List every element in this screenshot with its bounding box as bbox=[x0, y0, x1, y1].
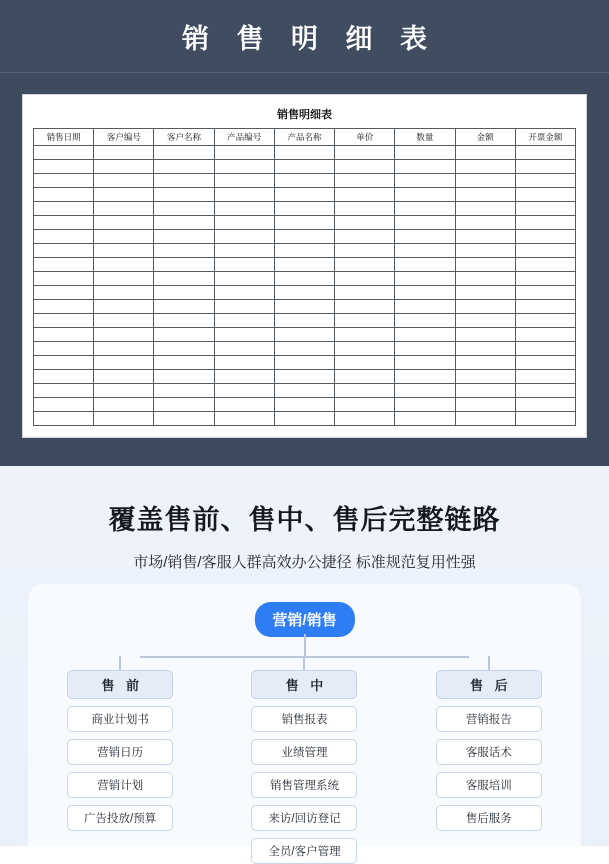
table-cell bbox=[34, 230, 94, 244]
table-cell bbox=[154, 188, 214, 202]
table-cell bbox=[94, 272, 154, 286]
table-cell bbox=[214, 174, 274, 188]
table-cell bbox=[214, 314, 274, 328]
table-cell bbox=[274, 412, 334, 426]
diagram-node: 广告投放/预算 bbox=[67, 805, 173, 831]
diagram-node: 客服培训 bbox=[436, 772, 542, 798]
spreadsheet-preview bbox=[22, 94, 587, 438]
table-cell bbox=[34, 342, 94, 356]
table-cell bbox=[455, 272, 515, 286]
table-cell bbox=[154, 174, 214, 188]
table-cell bbox=[335, 188, 395, 202]
table-cell bbox=[395, 160, 455, 174]
table-row bbox=[34, 370, 576, 384]
table-cell bbox=[455, 188, 515, 202]
table-cell bbox=[214, 342, 274, 356]
table-cell bbox=[34, 412, 94, 426]
diagram-node: 商业计划书 bbox=[67, 706, 173, 732]
table-cell bbox=[154, 300, 214, 314]
table-cell bbox=[455, 160, 515, 174]
table-row bbox=[34, 258, 576, 272]
table-cell bbox=[34, 174, 94, 188]
table-cell bbox=[274, 202, 334, 216]
table-row bbox=[34, 356, 576, 370]
table-cell bbox=[154, 272, 214, 286]
table-cell bbox=[154, 370, 214, 384]
table-cell bbox=[274, 384, 334, 398]
diagram-node: 销售报表 bbox=[251, 706, 357, 732]
table-cell bbox=[274, 174, 334, 188]
table-cell bbox=[34, 160, 94, 174]
table-cell bbox=[94, 188, 154, 202]
table-cell bbox=[214, 356, 274, 370]
diagram-node: 全员/客户管理 bbox=[251, 838, 357, 864]
table-cell bbox=[154, 412, 214, 426]
table-cell bbox=[515, 286, 575, 300]
diagram-node: 营销报告 bbox=[436, 706, 542, 732]
table-cell bbox=[94, 300, 154, 314]
table-cell bbox=[335, 328, 395, 342]
table-cell bbox=[94, 174, 154, 188]
table-cell bbox=[395, 146, 455, 160]
table-cell bbox=[395, 202, 455, 216]
table-row bbox=[34, 174, 576, 188]
table-cell bbox=[335, 384, 395, 398]
diagram-column-head: 售 中 bbox=[251, 670, 357, 699]
table-cell bbox=[34, 146, 94, 160]
table-cell bbox=[335, 244, 395, 258]
table-cell bbox=[274, 300, 334, 314]
table-cell bbox=[94, 146, 154, 160]
table-cell bbox=[515, 188, 575, 202]
table-cell bbox=[94, 412, 154, 426]
table-cell bbox=[455, 286, 515, 300]
table-cell bbox=[274, 370, 334, 384]
diagram-node: 售后服务 bbox=[436, 805, 542, 831]
table-cell bbox=[154, 146, 214, 160]
table-cell bbox=[34, 300, 94, 314]
table-cell bbox=[274, 230, 334, 244]
table-cell bbox=[455, 244, 515, 258]
table-cell bbox=[515, 300, 575, 314]
spreadsheet-table bbox=[33, 128, 576, 426]
spreadsheet-body bbox=[34, 146, 576, 426]
table-cell bbox=[335, 370, 395, 384]
diagram-node: 客服话术 bbox=[436, 739, 542, 765]
table-column-header: 数量 bbox=[395, 129, 455, 146]
table-row bbox=[34, 286, 576, 300]
table-cell bbox=[214, 384, 274, 398]
table-cell bbox=[154, 286, 214, 300]
table-cell bbox=[34, 370, 94, 384]
spreadsheet-header bbox=[34, 129, 576, 146]
table-cell bbox=[395, 244, 455, 258]
table-row bbox=[34, 314, 576, 328]
table-cell bbox=[34, 384, 94, 398]
table-cell bbox=[274, 356, 334, 370]
table-row bbox=[34, 244, 576, 258]
table-cell bbox=[395, 412, 455, 426]
table-cell bbox=[154, 314, 214, 328]
table-cell bbox=[515, 342, 575, 356]
table-cell bbox=[94, 384, 154, 398]
table-cell bbox=[154, 230, 214, 244]
diagram-column bbox=[229, 656, 379, 864]
table-cell bbox=[515, 328, 575, 342]
table-row bbox=[34, 300, 576, 314]
table-cell bbox=[214, 244, 274, 258]
table-cell bbox=[154, 384, 214, 398]
table-cell bbox=[214, 398, 274, 412]
table-cell bbox=[34, 356, 94, 370]
table-cell bbox=[94, 244, 154, 258]
table-cell bbox=[94, 202, 154, 216]
table-row bbox=[34, 146, 576, 160]
table-cell bbox=[335, 174, 395, 188]
table-cell bbox=[34, 272, 94, 286]
table-cell bbox=[515, 258, 575, 272]
table-cell bbox=[455, 174, 515, 188]
table-cell bbox=[335, 146, 395, 160]
table-cell bbox=[274, 160, 334, 174]
table-cell bbox=[154, 328, 214, 342]
table-cell bbox=[455, 216, 515, 230]
diagram-stem-line bbox=[303, 656, 305, 670]
table-cell bbox=[214, 272, 274, 286]
table-row bbox=[34, 202, 576, 216]
table-cell bbox=[335, 230, 395, 244]
table-cell bbox=[515, 216, 575, 230]
table-cell bbox=[395, 300, 455, 314]
table-cell bbox=[94, 216, 154, 230]
table-cell bbox=[154, 258, 214, 272]
table-cell bbox=[455, 314, 515, 328]
table-cell bbox=[94, 370, 154, 384]
table-cell bbox=[395, 356, 455, 370]
diagram-node: 业绩管理 bbox=[251, 739, 357, 765]
table-cell bbox=[34, 286, 94, 300]
table-cell bbox=[395, 342, 455, 356]
table-cell bbox=[94, 328, 154, 342]
diagram-column bbox=[45, 656, 195, 864]
hero-title-bar bbox=[0, 0, 609, 73]
table-cell bbox=[34, 188, 94, 202]
table-column-header: 产品编号 bbox=[214, 129, 274, 146]
table-cell bbox=[515, 146, 575, 160]
table-cell bbox=[214, 146, 274, 160]
diagram-trunk-line bbox=[304, 634, 306, 656]
diagram-card bbox=[28, 584, 581, 858]
table-cell bbox=[395, 314, 455, 328]
table-cell bbox=[214, 160, 274, 174]
table-cell bbox=[515, 174, 575, 188]
table-cell bbox=[455, 356, 515, 370]
table-cell bbox=[395, 398, 455, 412]
table-cell bbox=[515, 272, 575, 286]
table-cell bbox=[335, 286, 395, 300]
table-cell bbox=[214, 230, 274, 244]
table-cell bbox=[214, 202, 274, 216]
table-cell bbox=[274, 398, 334, 412]
table-cell bbox=[395, 230, 455, 244]
table-cell bbox=[214, 300, 274, 314]
spreadsheet-title: 销售明细表 bbox=[277, 109, 332, 121]
table-cell bbox=[395, 216, 455, 230]
table-cell bbox=[34, 258, 94, 272]
table-cell bbox=[515, 202, 575, 216]
table-cell bbox=[214, 328, 274, 342]
table-cell bbox=[395, 286, 455, 300]
table-cell bbox=[455, 300, 515, 314]
table-cell bbox=[274, 146, 334, 160]
table-cell bbox=[455, 370, 515, 384]
table-cell bbox=[154, 244, 214, 258]
table-cell bbox=[335, 398, 395, 412]
table-cell bbox=[455, 342, 515, 356]
table-cell bbox=[515, 398, 575, 412]
table-column-header: 产品名称 bbox=[274, 129, 334, 146]
diagram-node: 销售管理系统 bbox=[251, 772, 357, 798]
table-cell bbox=[154, 202, 214, 216]
table-row bbox=[34, 342, 576, 356]
table-cell bbox=[214, 216, 274, 230]
table-cell bbox=[335, 202, 395, 216]
diagram-node: 营销计划 bbox=[67, 772, 173, 798]
table-cell bbox=[515, 370, 575, 384]
table-row bbox=[34, 216, 576, 230]
table-cell bbox=[274, 272, 334, 286]
table-cell bbox=[395, 174, 455, 188]
table-cell bbox=[274, 314, 334, 328]
table-cell bbox=[154, 342, 214, 356]
table-cell bbox=[154, 160, 214, 174]
table-cell bbox=[34, 216, 94, 230]
table-cell bbox=[335, 300, 395, 314]
table-cell bbox=[94, 258, 154, 272]
table-cell bbox=[34, 398, 94, 412]
table-cell bbox=[335, 412, 395, 426]
table-cell bbox=[94, 314, 154, 328]
table-cell bbox=[274, 216, 334, 230]
section-heading: 覆盖售前、售中、售后完整链路 bbox=[108, 505, 501, 535]
table-cell bbox=[94, 398, 154, 412]
table-cell bbox=[34, 314, 94, 328]
table-cell bbox=[274, 188, 334, 202]
table-column-header: 金额 bbox=[455, 129, 515, 146]
table-header-row bbox=[34, 129, 576, 146]
table-row bbox=[34, 328, 576, 342]
table-cell bbox=[515, 244, 575, 258]
table-cell bbox=[214, 370, 274, 384]
page-title: 销 售 明 细 表 bbox=[181, 23, 437, 54]
table-row bbox=[34, 230, 576, 244]
section-subheading: 市场/销售/客服人群高效办公捷径 标准规范复用性强 bbox=[133, 554, 476, 571]
table-row bbox=[34, 398, 576, 412]
table-cell bbox=[455, 412, 515, 426]
table-cell bbox=[94, 356, 154, 370]
table-cell bbox=[335, 342, 395, 356]
table-cell bbox=[154, 356, 214, 370]
table-row bbox=[34, 160, 576, 174]
table-cell bbox=[515, 384, 575, 398]
diagram-stem-line bbox=[488, 656, 490, 670]
table-cell bbox=[94, 160, 154, 174]
table-cell bbox=[335, 314, 395, 328]
table-cell bbox=[395, 384, 455, 398]
table-cell bbox=[274, 244, 334, 258]
lower-section bbox=[0, 466, 609, 858]
table-cell bbox=[395, 370, 455, 384]
table-cell bbox=[455, 384, 515, 398]
table-row bbox=[34, 188, 576, 202]
table-cell bbox=[395, 258, 455, 272]
table-column-header: 销售日期 bbox=[34, 129, 94, 146]
diagram-column bbox=[414, 656, 564, 864]
diagram-stem-line bbox=[119, 656, 121, 670]
table-cell bbox=[335, 258, 395, 272]
table-cell bbox=[515, 412, 575, 426]
table-column-header: 开票金额 bbox=[515, 129, 575, 146]
diagram-root-node: 营销/销售 bbox=[254, 602, 354, 637]
diagram-columns bbox=[28, 656, 581, 864]
table-cell bbox=[455, 230, 515, 244]
table-cell bbox=[395, 328, 455, 342]
table-cell bbox=[515, 230, 575, 244]
table-cell bbox=[515, 314, 575, 328]
table-column-header: 单价 bbox=[335, 129, 395, 146]
table-row bbox=[34, 384, 576, 398]
table-column-header: 客户名称 bbox=[154, 129, 214, 146]
table-cell bbox=[154, 398, 214, 412]
diagram-node: 来访/回访登记 bbox=[251, 805, 357, 831]
table-cell bbox=[214, 412, 274, 426]
table-cell bbox=[335, 356, 395, 370]
table-cell bbox=[335, 216, 395, 230]
table-cell bbox=[455, 258, 515, 272]
table-cell bbox=[455, 398, 515, 412]
table-cell bbox=[455, 202, 515, 216]
table-cell bbox=[274, 258, 334, 272]
table-cell bbox=[274, 286, 334, 300]
table-cell bbox=[395, 188, 455, 202]
table-cell bbox=[335, 160, 395, 174]
table-cell bbox=[515, 160, 575, 174]
table-cell bbox=[154, 216, 214, 230]
diagram-column-head: 售 前 bbox=[67, 670, 173, 699]
table-cell bbox=[34, 328, 94, 342]
table-row bbox=[34, 412, 576, 426]
table-column-header: 客户编号 bbox=[94, 129, 154, 146]
table-row bbox=[34, 272, 576, 286]
table-cell bbox=[214, 188, 274, 202]
table-cell bbox=[455, 146, 515, 160]
table-cell bbox=[274, 342, 334, 356]
table-cell bbox=[94, 230, 154, 244]
diagram-node: 营销日历 bbox=[67, 739, 173, 765]
table-cell bbox=[515, 356, 575, 370]
table-cell bbox=[34, 202, 94, 216]
table-cell bbox=[214, 258, 274, 272]
diagram-column-head: 售 后 bbox=[436, 670, 542, 699]
table-cell bbox=[455, 328, 515, 342]
table-cell bbox=[274, 328, 334, 342]
table-cell bbox=[395, 272, 455, 286]
table-cell bbox=[94, 342, 154, 356]
table-cell bbox=[94, 286, 154, 300]
table-cell bbox=[335, 272, 395, 286]
table-cell bbox=[214, 286, 274, 300]
table-cell bbox=[34, 244, 94, 258]
